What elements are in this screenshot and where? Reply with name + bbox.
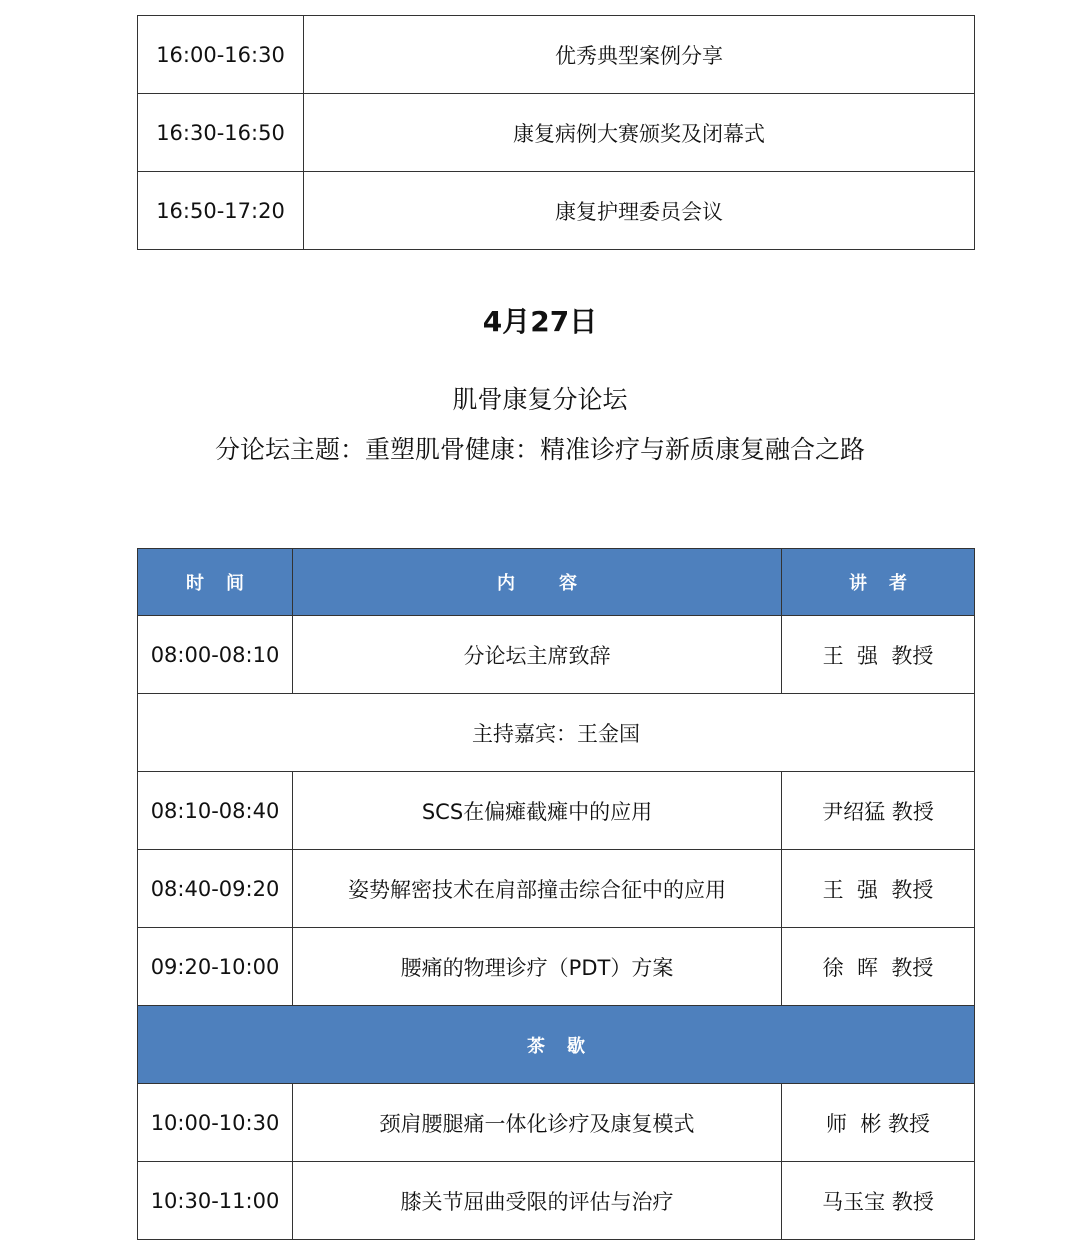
table-row — [138, 94, 975, 172]
speaker-cell: 尹绍猛 教授 — [782, 772, 975, 850]
time-cell: 10:30-11:00 — [138, 1162, 293, 1240]
time-cell: 16:00-16:30 — [138, 16, 304, 94]
table-row — [138, 16, 975, 94]
speaker-cell: 王 强 教授 — [782, 616, 975, 694]
time-cell: 08:10-08:40 — [138, 772, 293, 850]
header-content: 内容 — [293, 549, 782, 616]
forum-title: 肌骨康复分论坛 — [452, 385, 628, 414]
time-cell: 16:30-16:50 — [138, 94, 304, 172]
content-cell: SCS在偏瘫截瘫中的应用 — [293, 772, 782, 850]
table-row — [138, 928, 975, 1006]
table-row — [138, 172, 975, 250]
speaker-cell: 马玉宝 教授 — [782, 1162, 975, 1240]
content-cell: 优秀典型案例分享 — [304, 16, 975, 94]
time-cell: 16:50-17:20 — [138, 172, 304, 250]
table-row — [138, 1162, 975, 1240]
tea-break-row — [138, 1006, 975, 1084]
header-speaker: 讲者 — [782, 549, 975, 616]
table-header-row — [138, 549, 975, 616]
date-heading: 4月27日 — [482, 305, 598, 338]
time-cell: 09:20-10:00 — [138, 928, 293, 1006]
tea-break-cell: 茶歇 — [138, 1006, 975, 1084]
table-row — [138, 772, 975, 850]
speaker-cell: 师 彬 教授 — [782, 1084, 975, 1162]
afternoon-schedule-table — [137, 15, 975, 250]
host-row — [138, 694, 975, 772]
host-cell: 主持嘉宾：王金国 — [138, 694, 975, 772]
header-time: 时间 — [138, 549, 293, 616]
table-row — [138, 850, 975, 928]
speaker-cell: 王 强 教授 — [782, 850, 975, 928]
forum-theme: 分论坛主题：重塑肌骨健康：精准诊疗与新质康复融合之路 — [214, 435, 865, 464]
time-cell: 08:40-09:20 — [138, 850, 293, 928]
forum-schedule-table — [137, 548, 975, 1240]
content-cell: 腰痛的物理诊疗（PDT）方案 — [293, 928, 782, 1006]
speaker-cell: 徐 晖 教授 — [782, 928, 975, 1006]
content-cell: 颈肩腰腿痛一体化诊疗及康复模式 — [293, 1084, 782, 1162]
content-cell: 康复病例大赛颁奖及闭幕式 — [304, 94, 975, 172]
table-row — [138, 616, 975, 694]
time-cell: 10:00-10:30 — [138, 1084, 293, 1162]
content-cell: 姿势解密技术在肩部撞击综合征中的应用 — [293, 850, 782, 928]
content-cell: 康复护理委员会议 — [304, 172, 975, 250]
content-cell: 膝关节屈曲受限的评估与治疗 — [293, 1162, 782, 1240]
content-cell: 分论坛主席致辞 — [293, 616, 782, 694]
table-row — [138, 1084, 975, 1162]
time-cell: 08:00-08:10 — [138, 616, 293, 694]
